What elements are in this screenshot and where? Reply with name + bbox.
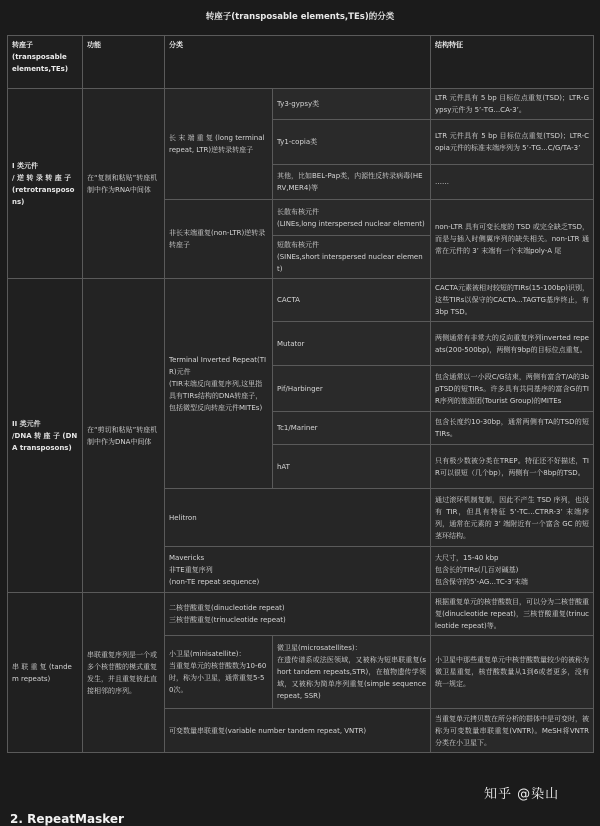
tir-hat: hAT	[273, 445, 431, 489]
tir-label: Terminal Inverted Repeat(TIR)元件 (TIR末端反向重复序列,这里指具有TIRs结构的DNA转座子，包括微型反向转座元件MITEs)	[165, 279, 273, 489]
nonltr-structure: non-LTR 具有可变长度的 TSD 或完全缺乏TSD，而是与插入时侧翼序列的缺失相关。non-LTR 通常在元件的 3’ 末端有一个末端poly-A 尾	[431, 200, 594, 279]
mavericks-structure: 大尺寸，15-40 kbp 包含长的TIRs(几百对碱基) 包含保守的5’-AG...TC-3’末端	[431, 547, 594, 593]
vntr: 可变数量串联重复(variable number tandem repeat, VNTR)	[165, 709, 431, 753]
tir-mutator: Mutator	[273, 322, 431, 366]
microsatellite: 微卫星(microsatellites)： 在遗传谱系或法医领域，又被称为短串联重复(short tandem repeats,STR)，在植物遗传学领域，又被称为简单序列重复(simple sequence repeat, SSR)	[273, 636, 431, 709]
ltr-copia: Ty1-copia类	[273, 120, 431, 165]
class1-name: I 类元件 / 逆 转 录 转 座 子 (retrotransposons)	[8, 89, 83, 279]
ltr-other-structure: ……	[431, 165, 594, 200]
col-header-structure: 结构特征	[431, 36, 594, 89]
nucleotide-repeat: 二核苷酸重复(dinucleotide repeat) 三核苷酸重复(trinucleotide repeat)	[165, 593, 431, 636]
tir-hat-structure: 只有极少数被分类在TREP。特征还不好描述，TIR可以很短（几个bp），两侧有一个8bp的TSD。	[431, 445, 594, 489]
nonltr-lines: 长散布核元件 (LINEs,long interspersed nuclear element)	[273, 200, 431, 236]
ltr-copia-structure: LTR 元件具有 5 bp 目标位点重复(TSD)；LTR-Copia元件的标准末端序列为 5’-TG...C/G/TA-3’	[431, 120, 594, 165]
class1-function: 在“复制和粘贴”转座机制中作为RNA中间体	[83, 89, 165, 279]
nonltr-label: 非长末端重复(non-LTR)逆转录转座子	[165, 200, 273, 279]
nonltr-sines: 短散布核元件 (SINEs,short interspersed nuclear element)	[273, 236, 431, 279]
tir-cacta-structure: CACTA元素被相对较短的TIRs(15-100bp)识别，这些TIRs以保守的CACTA...TAGTG基序终止，有3bp TSD。	[431, 279, 594, 322]
ltr-gypsy: Ty3-gypsy类	[273, 89, 431, 120]
vntr-structure: 当重复单元拷贝数在所分析的群体中是可变时，被称为可变数量串联重复(VNTR)。MeSH将VNTR分类在小卫星下。	[431, 709, 594, 753]
helitron-structure: 通过滚环机制复制，因此不产生 TSD 序列，也没有 TIR，但具有特征 5’-TC…CTRR-3’ 末端序列，通常在元素的 3’ 端附近有一个富含 GC 的短茎环结构。	[431, 489, 594, 547]
col-header-function: 功能	[83, 36, 165, 89]
next-section-heading: 2. RepeatMasker	[10, 812, 124, 826]
tir-pif-structure: 包含通常以一小段C/G结束，两侧有富含T/A的3bpTSD的短TIRs。许多具有共同基序的富含G的TIR序列的旅游团(Tourist Group)的MITEs	[431, 366, 594, 412]
microsatellite-structure: 小卫星中那些重复单元中核苷酸数量较少的被称为微卫星重复，核苷酸数量从1到6或者更多，没有统一规定。	[431, 636, 594, 709]
ltr-other: 其他，比如BEL-Pap类，内源性反转录病毒(HERV,MER4)等	[273, 165, 431, 200]
tir-tc1-mariner: Tc1/Mariner	[273, 412, 431, 445]
tandem-function: 串联重复序列是一个或多个核苷酸的模式重复发生，并且重复彼此直接相邻的序列。	[83, 593, 165, 753]
minisatellite: 小卫星(minisatellite)： 当重复单元的核苷酸数为10-60时，称为小卫星，通常重复5-50次。	[165, 636, 273, 709]
col-header-classification: 分类	[165, 36, 431, 89]
tir-pif-harbinger: Pif/Harbinger	[273, 366, 431, 412]
helitron: Helitron	[165, 489, 431, 547]
watermark: 知乎 @染山	[484, 787, 560, 802]
class2-name: II 类元件 /DNA 转 座 子 (DNA transposons)	[8, 279, 83, 593]
tir-tc1-structure: 包含长度约10-30bp，通常两侧有TA的TSD的短TIRs。	[431, 412, 594, 445]
ltr-gypsy-structure: LTR 元件具有 5 bp 目标位点重复(TSD)；LTR-Gypsy元件为 5’-TG...CA-3’。	[431, 89, 594, 120]
mavericks: Mavericks 非TE重复序列 (non-TE repeat sequence)	[165, 547, 431, 593]
nucleotide-structure: 根据重复单元的核苷酸数目，可以分为二核苷酸重复(dinucleotide repeat)，三核苷酸重复(trinucleotide repeat)等。	[431, 593, 594, 636]
col-header-transposon: 转座子 (transposable elements,TEs)	[8, 36, 83, 89]
tir-cacta: CACTA	[273, 279, 431, 322]
tir-mutator-structure: 两侧通常有非常大的反向重复序列inverted repeats(200-500bp)，两侧有9bp的目标位点重复。	[431, 322, 594, 366]
class2-function: 在“剪切和粘贴”转座机制中作为DNA中间体	[83, 279, 165, 593]
tandem-name: 串 联 重 复 (tandem repeats)	[8, 593, 83, 753]
main-table	[7, 35, 594, 753]
ltr-label: 长 末 端 重 复 (long terminal repeat, LTR)逆转录转座子	[165, 89, 273, 200]
page-title: 转座子(transposable elements,TEs)的分类	[205, 12, 395, 22]
